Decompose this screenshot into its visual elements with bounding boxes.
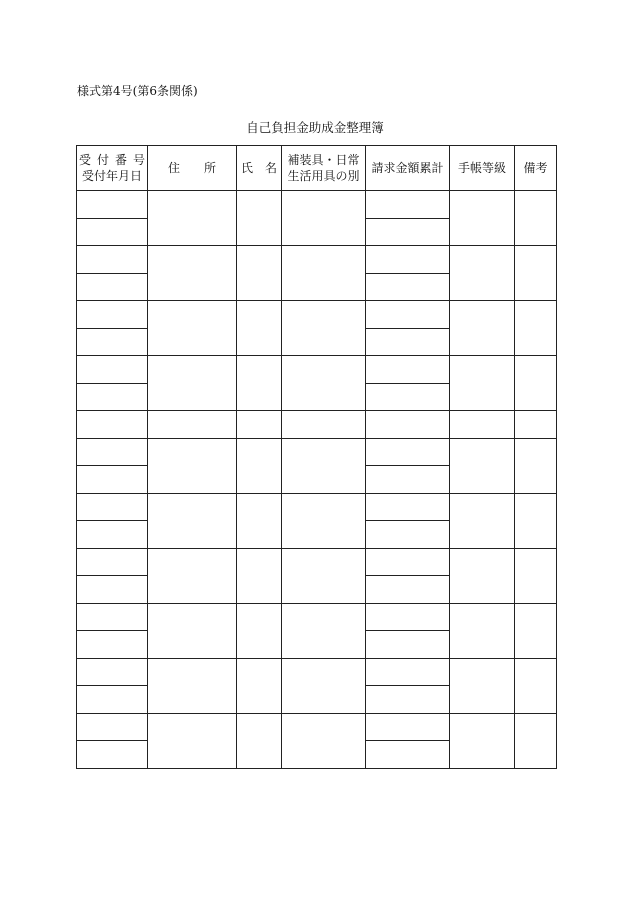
claim-amount-cell[interactable] xyxy=(366,603,450,631)
header-name: 氏名 xyxy=(237,146,282,191)
address-cell[interactable] xyxy=(148,411,237,439)
name-cell[interactable] xyxy=(237,438,282,493)
table-row xyxy=(77,548,557,576)
name-cell[interactable] xyxy=(237,713,282,768)
device-type-cell[interactable] xyxy=(282,356,366,411)
remarks-cell[interactable] xyxy=(515,713,557,768)
table-row xyxy=(77,713,557,741)
table-row xyxy=(77,603,557,631)
name-cell[interactable] xyxy=(237,191,282,246)
receipt-date-cell[interactable] xyxy=(77,686,148,714)
receipt-date-cell[interactable] xyxy=(77,328,148,356)
header-address: 住所 xyxy=(148,146,237,191)
claim-total-cell[interactable] xyxy=(366,741,450,769)
handbook-grade-cell[interactable] xyxy=(450,658,515,713)
receipt-number-cell[interactable] xyxy=(77,713,148,741)
receipt-date-cell[interactable] xyxy=(77,741,148,769)
name-cell[interactable] xyxy=(237,246,282,301)
handbook-grade-cell[interactable] xyxy=(450,438,515,493)
ledger-table xyxy=(76,145,557,769)
receipt-date-cell[interactable] xyxy=(77,631,148,659)
header-receipt-number: 受付番号 xyxy=(78,153,151,167)
name-cell[interactable] xyxy=(237,493,282,548)
name-cell[interactable] xyxy=(237,548,282,603)
table-row xyxy=(77,493,557,521)
device-type-cell[interactable] xyxy=(282,301,366,356)
claim-amount-cell[interactable] xyxy=(366,246,450,274)
name-cell[interactable] xyxy=(237,658,282,713)
remarks-cell[interactable] xyxy=(515,438,557,493)
handbook-grade-cell[interactable] xyxy=(450,301,515,356)
device-type-cell[interactable] xyxy=(282,548,366,603)
receipt-number-cell[interactable] xyxy=(77,603,148,631)
device-type-cell[interactable] xyxy=(282,191,366,246)
receipt-number-cell[interactable] xyxy=(77,493,148,521)
remarks-cell[interactable] xyxy=(515,191,557,246)
header-device-type xyxy=(282,146,366,191)
header-remarks: 備考 xyxy=(515,146,557,191)
claim-total-cell[interactable] xyxy=(366,328,450,356)
receipt-number-cell[interactable] xyxy=(77,301,148,329)
remarks-cell[interactable] xyxy=(515,246,557,301)
device-type-cell[interactable] xyxy=(282,411,366,439)
handbook-grade-cell[interactable] xyxy=(450,191,515,246)
remarks-cell[interactable] xyxy=(515,603,557,658)
form-number: 様式第4号(第6条関係) xyxy=(77,84,198,98)
handbook-grade-cell[interactable] xyxy=(450,603,515,658)
receipt-date-cell[interactable] xyxy=(77,218,148,246)
claim-total-cell[interactable] xyxy=(366,383,450,411)
claim-amount-cell[interactable] xyxy=(366,301,450,329)
receipt-number-cell[interactable] xyxy=(77,356,148,384)
receipt-number-cell[interactable] xyxy=(77,246,148,274)
receipt-number-cell[interactable] xyxy=(77,191,148,219)
receipt-number-cell[interactable] xyxy=(77,411,148,439)
remarks-cell[interactable] xyxy=(515,356,557,411)
claim-amount-cell[interactable] xyxy=(366,658,450,686)
device-type-cell[interactable] xyxy=(282,603,366,658)
remarks-cell[interactable] xyxy=(515,411,557,439)
claim-amount-cell[interactable] xyxy=(366,438,450,466)
claim-total-cell[interactable] xyxy=(366,466,450,494)
claim-amount-cell[interactable] xyxy=(366,411,450,439)
handbook-grade-cell[interactable] xyxy=(450,548,515,603)
claim-amount-cell[interactable] xyxy=(366,191,450,219)
table-row xyxy=(77,658,557,686)
name-cell[interactable] xyxy=(237,411,282,439)
address-cell[interactable] xyxy=(148,356,237,411)
header-handbook-grade: 手帳等級 xyxy=(450,146,515,191)
claim-amount-cell[interactable] xyxy=(366,356,450,384)
receipt-date-cell[interactable] xyxy=(77,383,148,411)
name-cell[interactable] xyxy=(237,356,282,411)
table-row xyxy=(77,438,557,466)
receipt-date-cell[interactable] xyxy=(77,466,148,494)
device-type-cell[interactable] xyxy=(282,438,366,493)
table-row xyxy=(77,301,557,329)
claim-total-cell[interactable] xyxy=(366,631,450,659)
table-row xyxy=(77,356,557,384)
claim-amount-cell[interactable] xyxy=(366,493,450,521)
remarks-cell[interactable] xyxy=(515,658,557,713)
receipt-date-cell[interactable] xyxy=(77,273,148,301)
table-row xyxy=(77,191,557,219)
header-row xyxy=(77,146,557,191)
remarks-cell[interactable] xyxy=(515,493,557,548)
document-title: 自己負担金助成金整理簿 xyxy=(246,120,384,135)
claim-total-cell[interactable] xyxy=(366,686,450,714)
name-cell[interactable] xyxy=(237,603,282,658)
device-type-cell[interactable] xyxy=(282,713,366,768)
claim-total-cell[interactable] xyxy=(366,218,450,246)
remarks-cell[interactable] xyxy=(515,548,557,603)
address-cell[interactable] xyxy=(148,493,237,548)
handbook-grade-cell[interactable] xyxy=(450,411,515,439)
claim-total-cell[interactable] xyxy=(366,273,450,301)
address-cell[interactable] xyxy=(148,548,237,603)
name-cell[interactable] xyxy=(237,301,282,356)
address-cell[interactable] xyxy=(148,438,237,493)
receipt-number-cell[interactable] xyxy=(77,438,148,466)
address-cell[interactable] xyxy=(148,713,237,768)
header-device-line1: 補装具・日常 xyxy=(287,153,360,167)
receipt-date-cell[interactable] xyxy=(77,521,148,549)
device-type-cell[interactable] xyxy=(282,246,366,301)
header-receipt-date: 受付年月日 xyxy=(81,169,142,183)
handbook-grade-cell[interactable] xyxy=(450,356,515,411)
address-cell[interactable] xyxy=(148,191,237,246)
address-cell[interactable] xyxy=(148,658,237,713)
handbook-grade-cell[interactable] xyxy=(450,713,515,768)
handbook-grade-cell[interactable] xyxy=(450,493,515,548)
handbook-grade-cell[interactable] xyxy=(450,246,515,301)
claim-amount-cell[interactable] xyxy=(366,713,450,741)
claim-total-cell[interactable] xyxy=(366,521,450,549)
header-claim-total: 請求金額累計 xyxy=(366,146,450,191)
receipt-number-cell[interactable] xyxy=(77,658,148,686)
header-device-line2: 生活用具の別 xyxy=(287,169,360,183)
table-row xyxy=(77,411,557,439)
address-cell[interactable] xyxy=(148,301,237,356)
address-cell[interactable] xyxy=(148,603,237,658)
receipt-number-cell[interactable] xyxy=(77,548,148,576)
table-row xyxy=(77,246,557,274)
remarks-cell[interactable] xyxy=(515,301,557,356)
device-type-cell[interactable] xyxy=(282,658,366,713)
header-receipt xyxy=(77,146,151,191)
claim-amount-cell[interactable] xyxy=(366,548,450,576)
receipt-date-cell[interactable] xyxy=(77,576,148,604)
device-type-cell[interactable] xyxy=(282,493,366,548)
claim-total-cell[interactable] xyxy=(366,576,450,604)
address-cell[interactable] xyxy=(148,246,237,301)
